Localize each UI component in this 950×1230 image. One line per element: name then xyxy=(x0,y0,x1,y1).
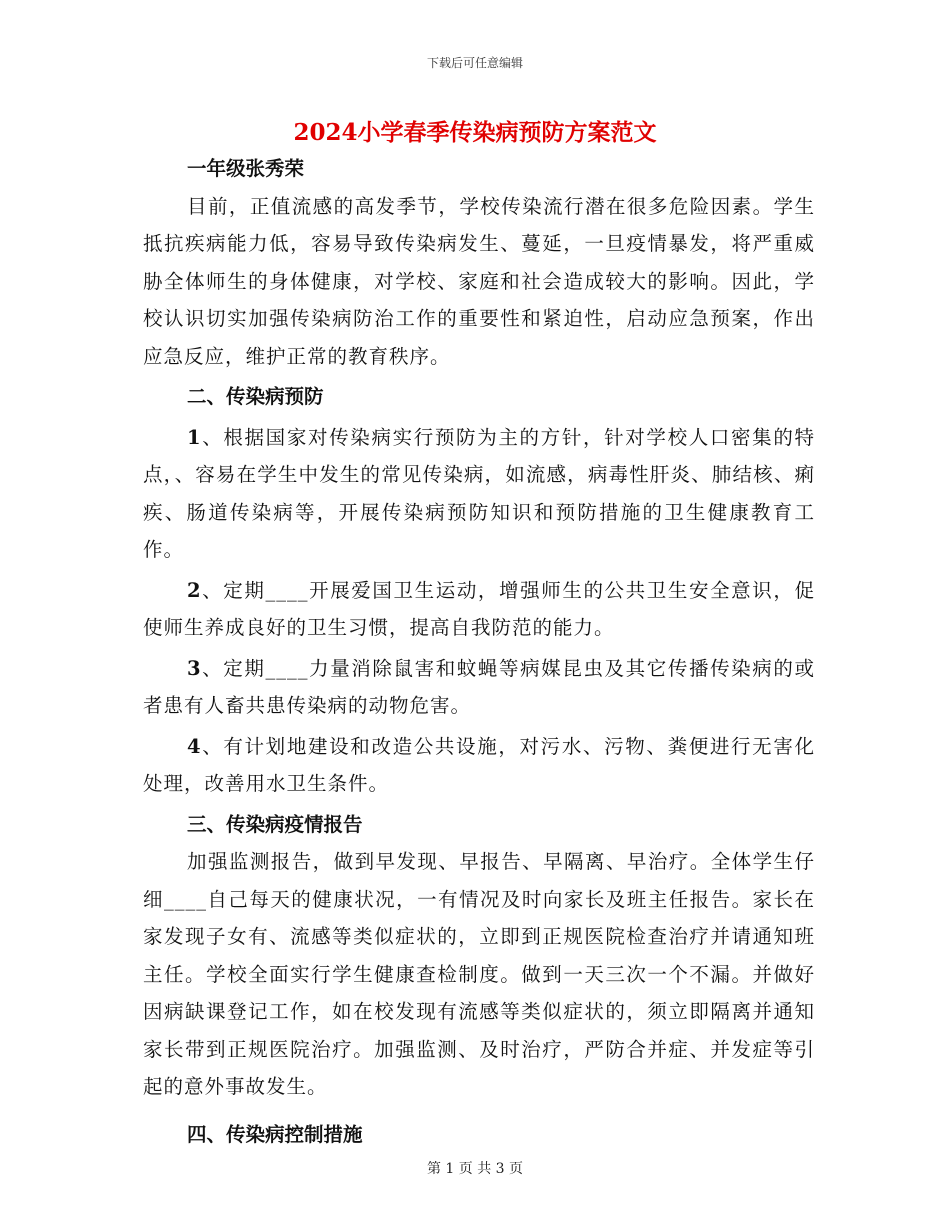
section-heading-control: 四、传染病控制措施 xyxy=(187,1122,363,1146)
item-number: 3 xyxy=(187,656,202,680)
prevention-item-3 xyxy=(143,650,815,725)
item-text: 、根据国家对传染病实行预防为主的方针，针对学校人口密集的特点，、容易在学生中发生的常见传染病，如流感，病毒性肝炎、肺结核、痢疾、肠道传染病等，开展传染病预防知识和预防措施的卫生健康教育工作。 xyxy=(143,425,815,561)
prevention-item-4 xyxy=(143,728,815,803)
intro-paragraph: 目前，正值流感的高发季节，学校传染流行潜在很多危险因素。学生抵抗疾病能力低，容易导致传染病发生、蔓延，一旦疫情暴发，将严重威胁全体师生的身体健康，对学校、家庭和社会造成较大的影响。因此，学校认识切实加强传染病防治工作的重要性和紧迫性，启动应急预案，作出应急反应，维护正常的教育秩序。 xyxy=(143,194,815,368)
section-heading-prevention: 二、传染病预防 xyxy=(187,385,324,408)
page-header: 下载后可任意编辑 xyxy=(426,56,523,70)
item-text: 、有计划地建设和改造公共设施，对污水、污物、粪便进行无害化处理，改善用水卫生条件。 xyxy=(143,734,815,795)
author-line: 一年级张秀荣 xyxy=(187,157,305,180)
page-number-footer: 第 1 页 共 3 页 xyxy=(426,1161,524,1177)
item-number: 4 xyxy=(187,734,202,758)
document-title: 2024小学春季传染病预防方案范文 xyxy=(293,119,657,146)
document-body xyxy=(143,150,815,1153)
prevention-item-2 xyxy=(143,572,815,647)
reporting-paragraph: 加强监测报告，做到早发现、早报告、早隔离、早治疗。全体学生仔细____自己每天的健康状况，一有情况及时向家长及班主任报告。家长在家发现子女有、流感等类似症状的，立即到正规医院检查治疗并请通知班主任。学校全面实行学生健康查检制度。做到一天三次一个不漏。并做好因病缺课登记工作，如在校发现有流感等类似症状的，须立即隔离并通知家长带到正规医院治疗。加强监测、及时治疗，严防合并症、并发症等引起的意外事故发生。 xyxy=(143,850,815,1098)
section-heading-reporting: 三、传染病疫情报告 xyxy=(187,812,363,836)
item-number: 2 xyxy=(187,578,202,602)
item-text: 、定期____力量消除鼠害和蚊蝇等病媒昆虫及其它传播传染病的或者患有人畜共患传染病的动物危害。 xyxy=(143,656,815,717)
item-number: 1 xyxy=(187,425,202,449)
prevention-item-1 xyxy=(143,419,815,569)
item-text: 、定期____开展爱国卫生运动，增强师生的公共卫生安全意识，促使师生养成良好的卫生习惯，提高自我防范的能力。 xyxy=(143,578,815,639)
